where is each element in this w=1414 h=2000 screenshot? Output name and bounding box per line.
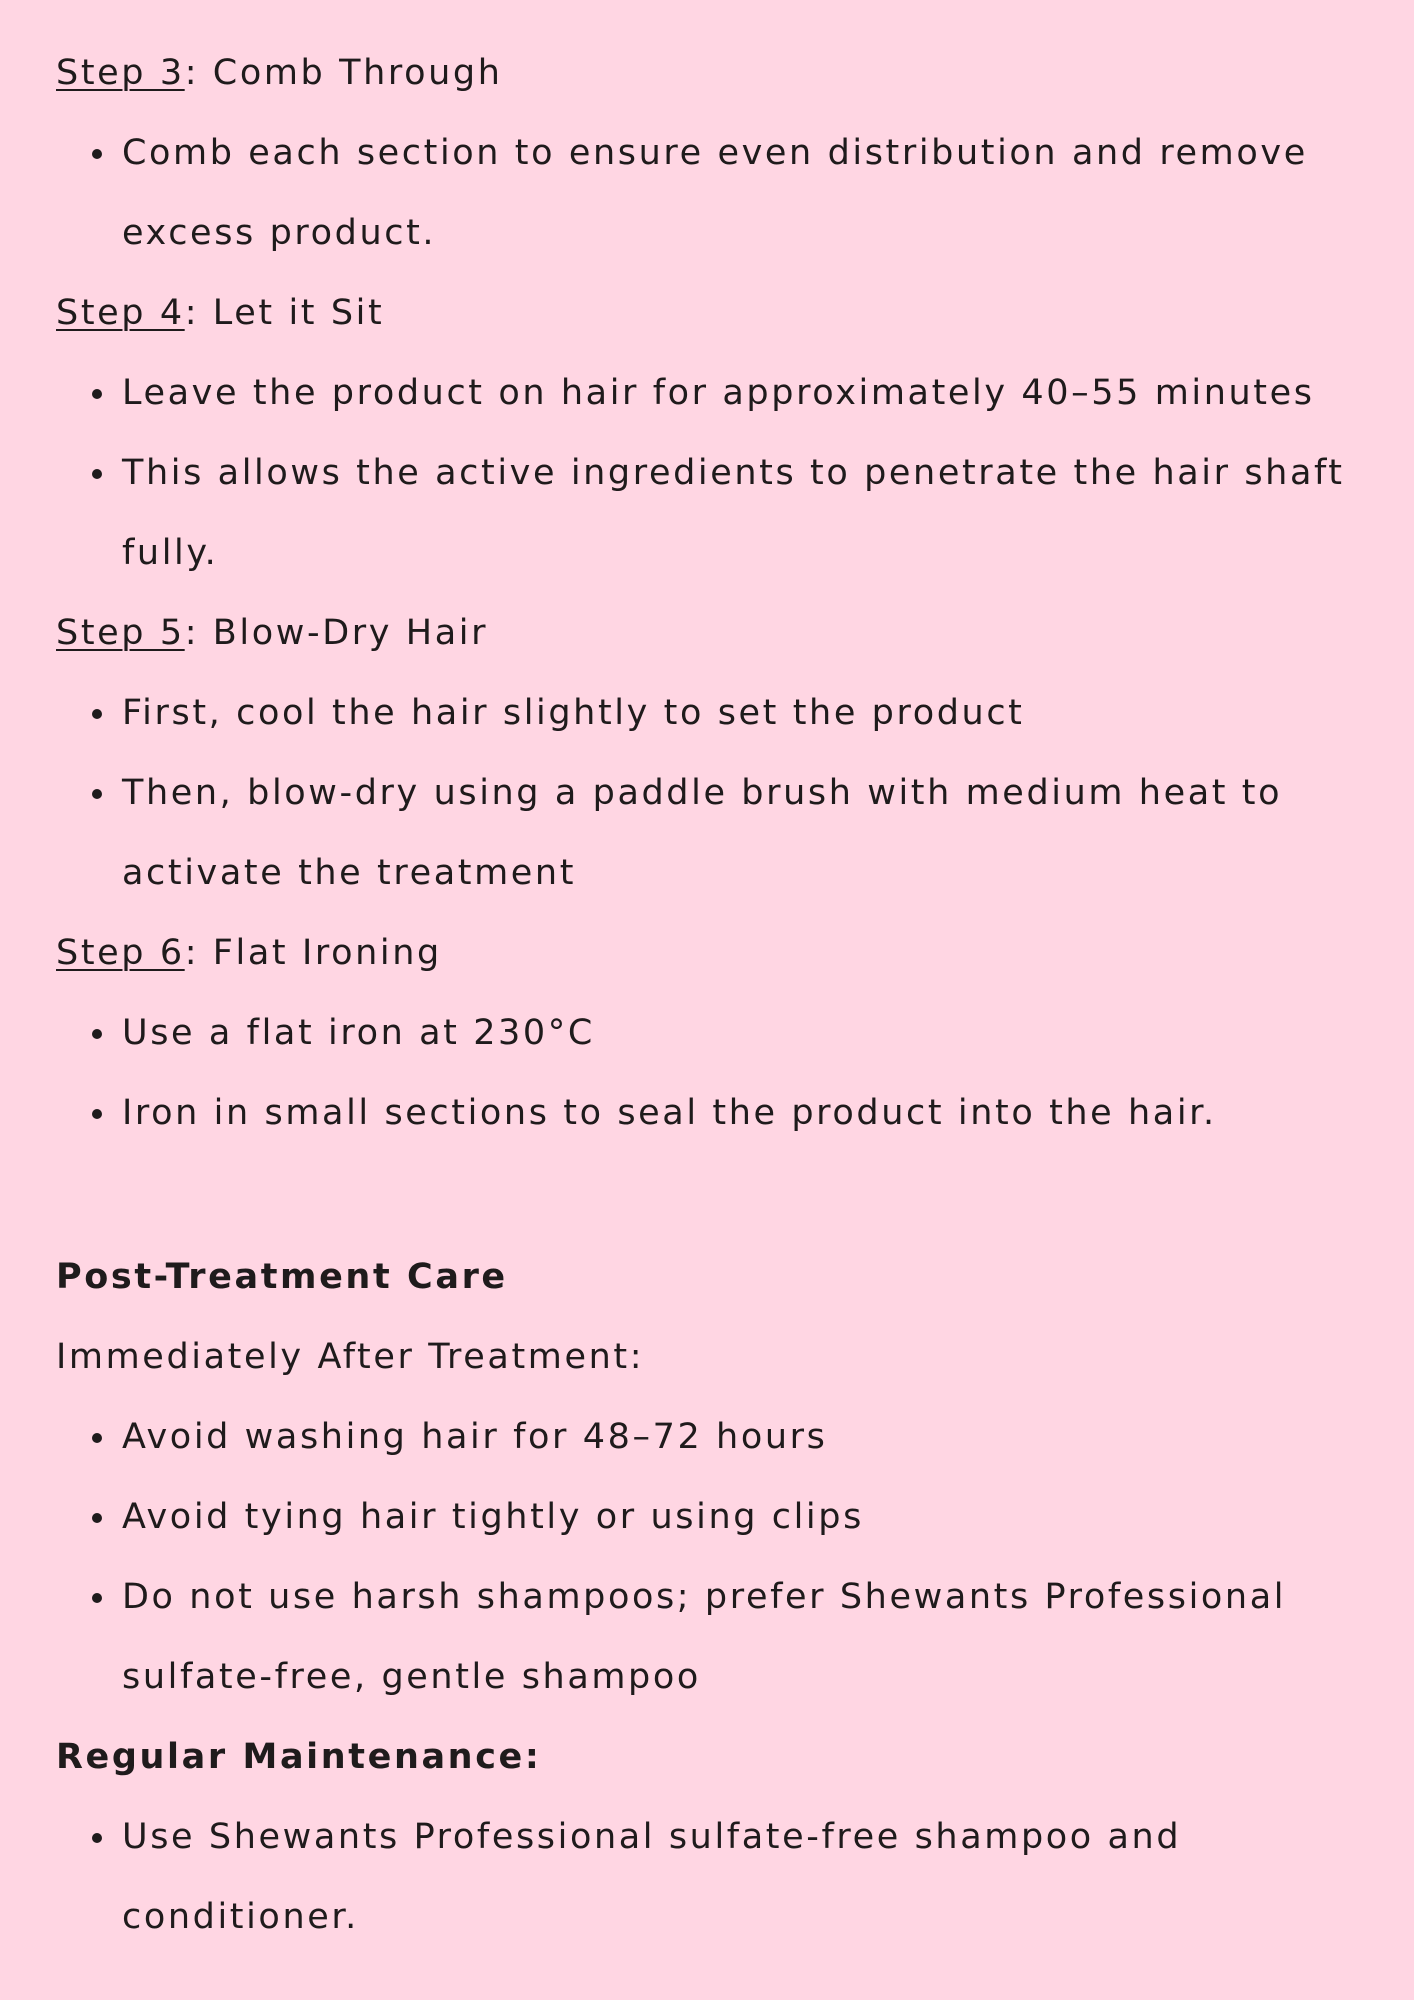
step-6-bullet-1: Use a flat iron at 230°C bbox=[122, 1013, 595, 1053]
immediately-bullet-3-line-2: sulfate-free, gentle shampoo bbox=[122, 1657, 701, 1697]
maintenance-bullet-1-line-2: conditioner. bbox=[122, 1897, 359, 1937]
bullet-icon bbox=[92, 1029, 102, 1039]
step-5-title: : Blow-Dry Hair bbox=[184, 613, 489, 653]
bullet-icon bbox=[92, 469, 102, 479]
step-3-heading bbox=[56, 51, 502, 95]
maintenance-bullet-1-line-1: Use Shewants Professional sulfate-free shampoo and bbox=[122, 1817, 1182, 1857]
post-treatment-heading: Post-Treatment Care bbox=[56, 1257, 508, 1297]
step-4-bullet-2-line-2: fully. bbox=[122, 533, 219, 573]
immediately-bullet-3-line-1: Do not use harsh shampoos; prefer Shewants Professional bbox=[122, 1577, 1287, 1617]
step-5-bullet-1: First, cool the hair slightly to set the product bbox=[122, 693, 1025, 733]
bullet-icon bbox=[92, 1593, 102, 1603]
step-4-title: : Let it Sit bbox=[184, 293, 385, 333]
step-5-heading bbox=[56, 611, 488, 655]
step-6-heading bbox=[56, 931, 442, 975]
step-5-label: Step 5 bbox=[56, 613, 185, 653]
immediately-after-heading: Immediately After Treatment: bbox=[56, 1337, 645, 1377]
immediately-bullet-1: Avoid washing hair for 48–72 hours bbox=[122, 1417, 828, 1457]
immediately-bullet-2: Avoid tying hair tightly or using clips bbox=[122, 1497, 864, 1537]
step-5-bullet-2-line-2: activate the treatment bbox=[122, 853, 577, 893]
step-3-title: : Comb Through bbox=[184, 53, 503, 93]
bullet-icon bbox=[92, 1109, 102, 1119]
step-4-bullet-2-line-1: This allows the active ingredients to penetrate the hair shaft bbox=[122, 453, 1345, 493]
bullet-icon bbox=[92, 1833, 102, 1843]
step-5-bullet-2-line-1: Then, blow-dry using a paddle brush with medium heat to bbox=[122, 773, 1283, 813]
step-6-title: : Flat Ironing bbox=[184, 933, 442, 973]
step-3-bullet-1-line-1: Comb each section to ensure even distribution and remove bbox=[122, 133, 1308, 173]
step-4-heading bbox=[56, 291, 384, 335]
step-3-label: Step 3 bbox=[56, 53, 185, 93]
bullet-icon bbox=[92, 149, 102, 159]
step-3-bullet-1-line-2: excess product. bbox=[122, 213, 437, 253]
step-6-bullet-2: Iron in small sections to seal the product into the hair. bbox=[122, 1093, 1217, 1133]
bullet-icon bbox=[92, 1513, 102, 1523]
step-6-label: Step 6 bbox=[56, 933, 185, 973]
regular-maintenance-heading: Regular Maintenance: bbox=[56, 1737, 542, 1777]
step-4-label: Step 4 bbox=[56, 293, 185, 333]
step-4-bullet-1: Leave the product on hair for approximately 40–55 minutes bbox=[122, 373, 1315, 413]
bullet-icon bbox=[92, 1433, 102, 1443]
bullet-icon bbox=[92, 789, 102, 799]
bullet-icon bbox=[92, 389, 102, 399]
bullet-icon bbox=[92, 709, 102, 719]
